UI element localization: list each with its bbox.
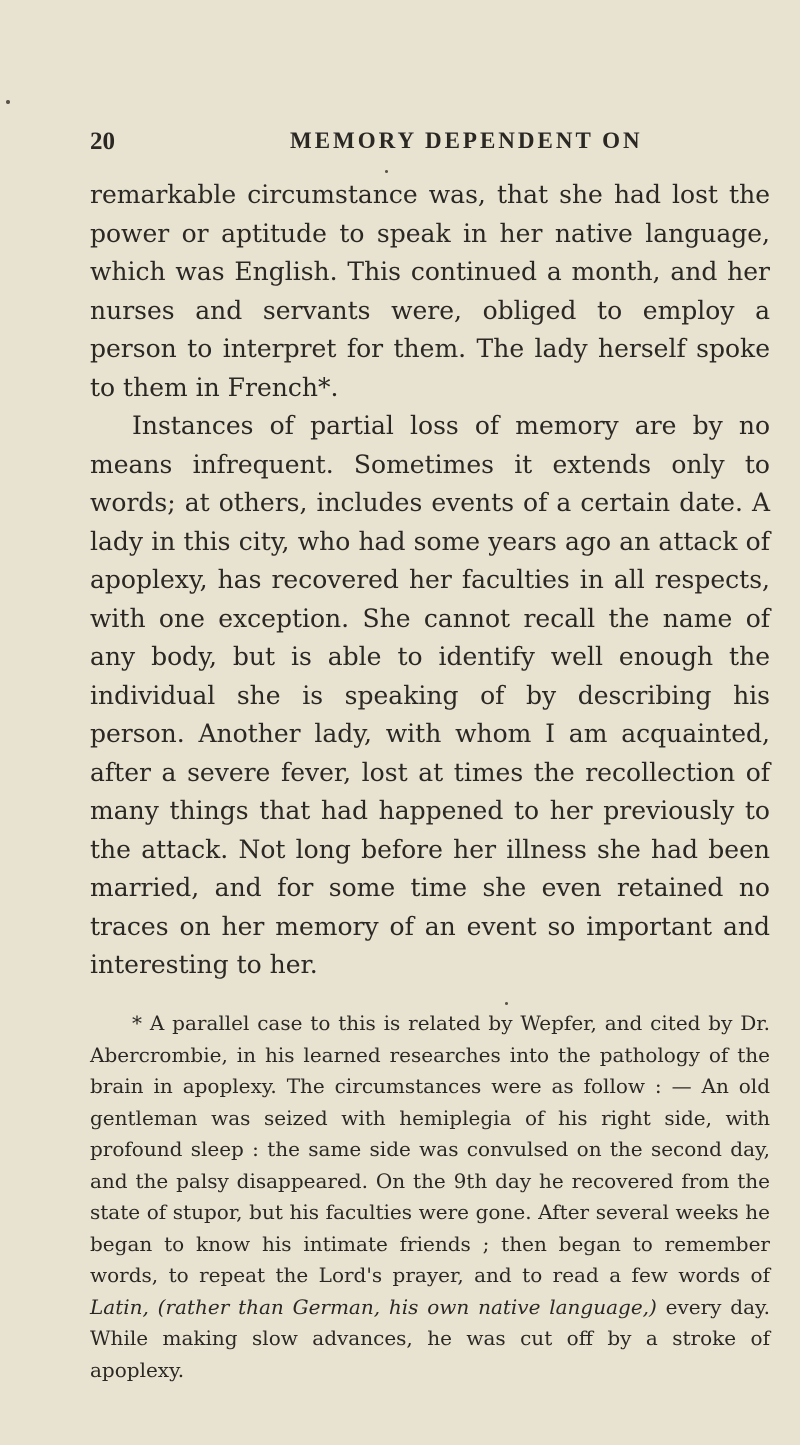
paper-speck (385, 170, 388, 173)
footnote-marker: * (132, 1011, 142, 1035)
paper-speck (6, 100, 10, 104)
footnote-text: A parallel case to this is related by Wepfer, and cited by Dr. Abercrombie, in his learned researches into the pathology of the brain in apoplexy. The circumstances were as follow : — An old gentleman was seized with hemiplegia of his right side, with profound sleep : the same side was convulsed on the second day, and the palsy disappeared. On the 9th day he recovered from the state of stupor, but his faculties were gone. After several weeks he began to know his intimate friends ; then began to remember words, to repeat the Lord's prayer, and to read a few words of (90, 1011, 771, 1287)
running-title: MEMORY DEPENDENT ON (290, 128, 643, 153)
footnote-italic-text: Latin, (rather than German, his own native language,) (90, 1294, 657, 1319)
paragraph: Instances of partial loss of memory are by no means infrequent. Sometimes it extends only to words; at others, includes events of a certain date. A lady in this city, who had some years ago an attack of apoplexy, has recovered her faculties in all respects, with one exception. She cannot recall the name of any body, but is able to identify well enough the individual she is speaking of by describing his person. Another lady, with whom I am acquainted, after a severe fever, lost at times the recollection of many things that had happened to her previously to the attack. Not long before her illness she had been married, and for some time she even retained no traces on her memory of an event so important and interesting to her. (90, 411, 770, 979)
paper-speck (505, 1002, 508, 1005)
footnote (90, 1008, 770, 1386)
body-text (90, 176, 770, 985)
footnote-text-end: every day. While making slow advances, he was cut off by a stroke of apoplexy. (90, 1294, 770, 1382)
footnote-paragraph (90, 1008, 770, 1386)
paragraph: remarkable circumstance was, that she had lost the power or aptitude to speak in her native language, which was English. This continued a month, and her nurses and servants were, obliged to employ a person to interpret for them. The lady herself spoke to them in French*. (90, 180, 770, 402)
page-number: 20 (90, 128, 115, 155)
